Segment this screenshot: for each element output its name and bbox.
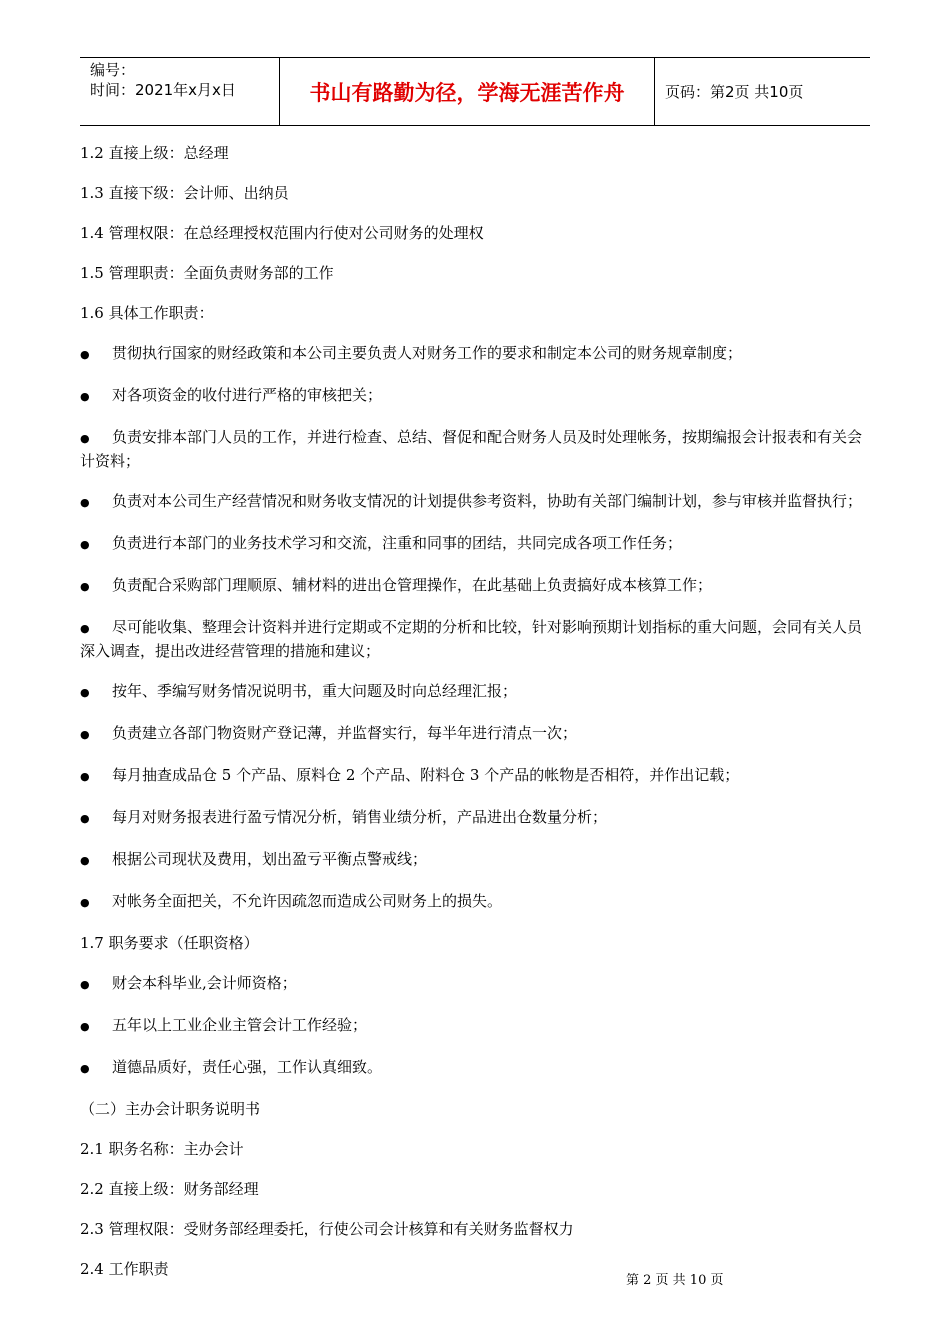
bullet-text: 对各项资金的收付进行严格的审核把关； bbox=[112, 386, 383, 404]
bullet-item bbox=[80, 1014, 870, 1038]
document-number-label: 编号： bbox=[90, 61, 136, 79]
paragraph: 1.6 具体工作职责： bbox=[80, 304, 214, 322]
bullet-text: 尽可能收集、整理会计资料并进行定期或不定期的分析和比较，针对影响预期计划指标的重大问题，会同有关人员深入调查，提出改进经营管理的措施和建议； bbox=[80, 618, 863, 660]
paragraph: 1.4 管理权限：在总经理授权范围内行使对公司财务的处理权 bbox=[80, 224, 484, 242]
bullet-icon: ● bbox=[80, 496, 90, 509]
bullet-icon: ● bbox=[80, 812, 90, 825]
bullet-item bbox=[80, 384, 870, 408]
bullet-item bbox=[80, 490, 870, 514]
bullet-icon: ● bbox=[80, 1020, 90, 1033]
bullet-text: 道德品质好，责任心强，工作认真细致。 bbox=[112, 1058, 383, 1076]
bullet-icon: ● bbox=[80, 854, 90, 867]
bullet-icon: ● bbox=[80, 728, 90, 741]
paragraph: 2.2 直接上级：财务部经理 bbox=[80, 1180, 259, 1198]
bullet-item bbox=[80, 764, 870, 788]
document-body bbox=[80, 142, 870, 1298]
bullet-text: 负责配合采购部门理顺原、辅材料的进出仓管理操作，在此基础上负责搞好成本核算工作； bbox=[112, 576, 713, 594]
bullet-item bbox=[80, 616, 870, 662]
bullet-text: 对帐务全面把关，不允许因疏忽而造成公司财务上的损失。 bbox=[112, 892, 503, 910]
bullet-icon: ● bbox=[80, 978, 90, 991]
paragraph: 1.5 管理职责：全面负责财务部的工作 bbox=[80, 264, 334, 282]
bullet-icon: ● bbox=[80, 686, 90, 699]
bullet-item bbox=[80, 1056, 870, 1080]
bullet-item bbox=[80, 972, 870, 996]
paragraph: 2.4 工作职责 bbox=[80, 1260, 169, 1278]
header-page-info: 页码：第2页 共10页 bbox=[665, 83, 804, 101]
paragraph: 1.2 直接上级：总经理 bbox=[80, 144, 229, 162]
bullet-item bbox=[80, 574, 870, 598]
bullet-item bbox=[80, 426, 870, 472]
bullet-item bbox=[80, 342, 870, 366]
header-motto: 书山有路勤为径，学海无涯苦作舟 bbox=[280, 58, 655, 125]
paragraph: 1.3 直接下级：会计师、出纳员 bbox=[80, 184, 289, 202]
page-footer: 第 2 页 共 10 页 bbox=[626, 1273, 724, 1288]
bullet-icon: ● bbox=[80, 390, 90, 403]
bullet-text: 负责建立各部门物资财产登记薄，并监督实行，每半年进行清点一次； bbox=[112, 724, 578, 742]
bullet-text: 负责安排本部门人员的工作，并进行检查、总结、督促和配合财务人员及时处理帐务，按期编报会计报表和有关会计资料； bbox=[80, 428, 863, 470]
paragraph: （二）主办会计职务说明书 bbox=[80, 1100, 261, 1118]
bullet-text: 负责对本公司生产经营情况和财务收支情况的计划提供参考资料，协助有关部门编制计划，参与审核并监督执行； bbox=[112, 492, 863, 510]
bullet-item bbox=[80, 848, 870, 872]
bullet-icon: ● bbox=[80, 770, 90, 783]
bullet-text: 财会本科毕业,会计师资格； bbox=[112, 974, 297, 992]
header-left-cell bbox=[80, 58, 280, 125]
bullet-icon: ● bbox=[80, 432, 90, 445]
bullet-icon: ● bbox=[80, 348, 90, 361]
paragraph: 1.7 职务要求（任职资格） bbox=[80, 934, 259, 952]
page-header bbox=[80, 57, 870, 126]
bullet-icon: ● bbox=[80, 1062, 90, 1075]
bullet-item bbox=[80, 532, 870, 556]
bullet-icon: ● bbox=[80, 622, 90, 635]
bullet-text: 按年、季编写财务情况说明书，重大问题及时向总经理汇报； bbox=[112, 682, 518, 700]
bullet-item bbox=[80, 890, 870, 914]
bullet-text: 负责进行本部门的业务技术学习和交流，注重和同事的团结，共同完成各项工作任务； bbox=[112, 534, 683, 552]
bullet-text: 根据公司现状及费用，划出盈亏平衡点警戒线； bbox=[112, 850, 428, 868]
bullet-text: 每月抽查成品仓 5 个产品、原料仓 2 个产品、附料仓 3 个产品的帐物是否相符，并作出记载； bbox=[112, 766, 740, 784]
bullet-item bbox=[80, 680, 870, 704]
bullet-icon: ● bbox=[80, 896, 90, 909]
document-time-label: 时间：2021年x月x日 bbox=[90, 81, 236, 99]
bullet-icon: ● bbox=[80, 580, 90, 593]
bullet-item bbox=[80, 806, 870, 830]
bullet-item bbox=[80, 722, 870, 746]
bullet-icon: ● bbox=[80, 538, 90, 551]
bullet-text: 每月对财务报表进行盈亏情况分析，销售业绩分析，产品进出仓数量分析； bbox=[112, 808, 608, 826]
bullet-text: 贯彻执行国家的财经政策和本公司主要负责人对财务工作的要求和制定本公司的财务规章制度； bbox=[112, 344, 743, 362]
paragraph: 2.1 职务名称：主办会计 bbox=[80, 1140, 244, 1158]
paragraph: 2.3 管理权限：受财务部经理委托，行使公司会计核算和有关财务监督权力 bbox=[80, 1220, 574, 1238]
bullet-text: 五年以上工业企业主管会计工作经验； bbox=[112, 1016, 368, 1034]
